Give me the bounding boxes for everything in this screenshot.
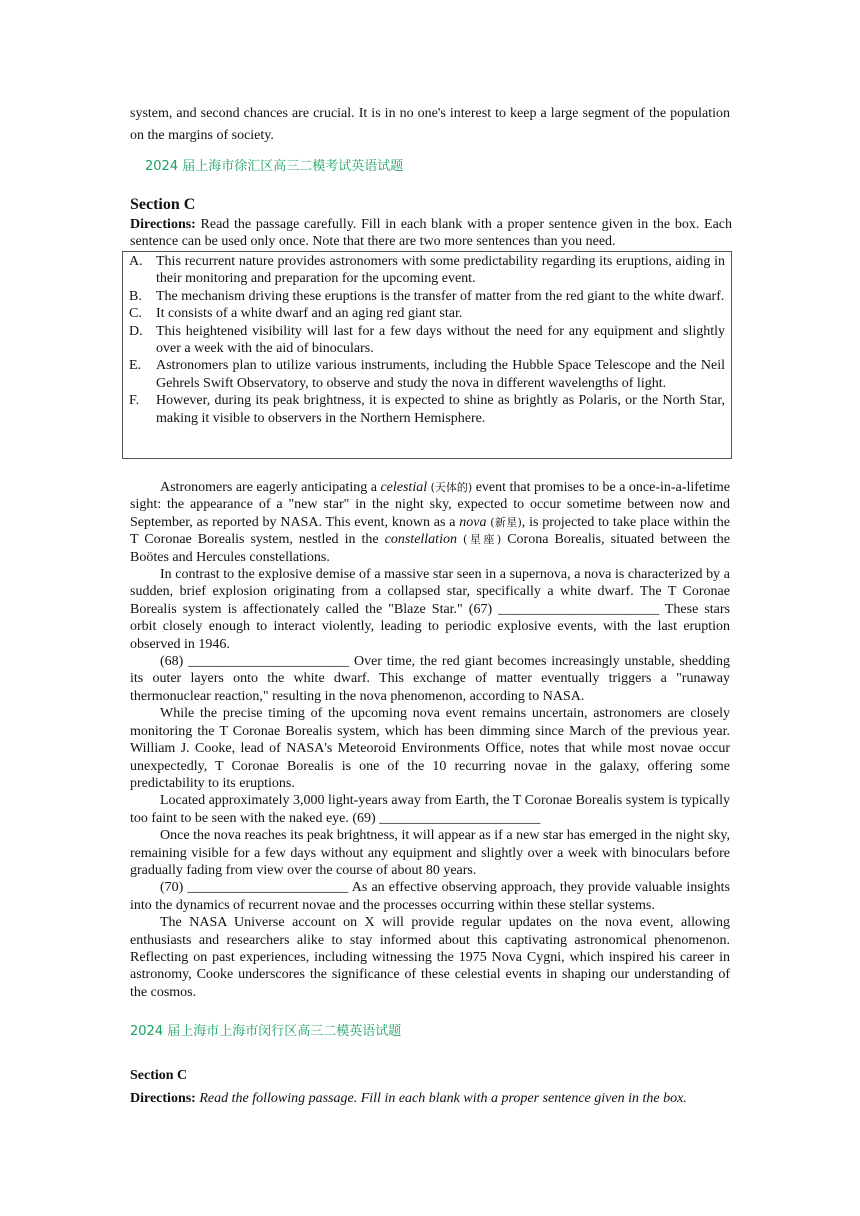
option-item: [129, 392, 725, 427]
passage-paragraph: (68) _______________________ Over time, the red giant becomes increasingly unstable, shedding its outer layers onto the white dwarf. This exchange of matter eventually triggers a "runaway thermonuclear reaction," resulting in the nova phenomenon, according to NASA.: [130, 654, 730, 704]
option-text: The mechanism driving these eruptions is the transfer of matter from the red giant to the white dwarf.: [156, 288, 725, 304]
directions-text: Read the following passage. Fill in each blank with a proper sentence given in the box.: [195, 1091, 687, 1106]
chinese-gloss: (天体的): [427, 481, 476, 494]
option-text: This recurrent nature provides astronomers with some predictability regarding its eruptions, aiding in their monitoring and preparation for the upcoming event.: [156, 254, 725, 287]
option-text: This heightened visibility will last for a few days without the need for any equipment and slightly over a week with the aid of binoculars.: [156, 323, 725, 357]
section-heading: Section C: [130, 1068, 188, 1083]
passage-paragraph: Located approximately 3,000 light-years away from Earth, the T Coronae Borealis system is typically too faint to be seen with the naked eye. (69) _______________________: [130, 793, 730, 826]
directions-text: Read the passage carefully. Fill in each blank with a proper sentence given in the box. Each sentence can be used only once. Note that there are two more sentences than you need.: [130, 217, 732, 250]
option-text: Astronomers plan to utilize various instruments, including the Hubble Space Telescope and the Neil Gehrels Swift Observatory, to observe and study the nova in different wavelengths of light.: [156, 358, 725, 391]
option-letter: E.: [129, 358, 142, 374]
text-run: , is projected to take place within the T Coronae Borealis system, nestled in the: [130, 514, 730, 548]
section-heading: Section C: [130, 196, 196, 213]
option-text: However, during its peak brightness, it is expected to shine as brightly as Polaris, or the North Star, making it visible to observers in the Northern Hemisphere.: [156, 393, 725, 426]
glossed-term: constellation: [384, 532, 457, 548]
option-letter: B.: [129, 288, 142, 304]
reading-passage: [130, 479, 730, 1001]
option-item: [129, 323, 725, 358]
passage-paragraph: While the precise timing of the upcoming nova event remains uncertain, astronomers are closely monitoring the T Coronae Borealis system, which has been dimming since March of the previous year. William J. Cooke, lead of NASA's Meteoroid Environments Office, notes that while most novae occur unexpectedly, T Coronae Borealis is one of the 10 recurring novae in the galaxy, offering some predictability to its eruptions.: [130, 706, 730, 791]
exam-source-title: 2024 届上海市上海市闵行区高三二模英语试题: [130, 1024, 402, 1039]
glossed-term: nova: [459, 514, 487, 530]
option-letter: C.: [129, 306, 142, 322]
passage-paragraph: In contrast to the explosive demise of a massive star seen in a supernova, a nova is characterized by a sudden, brief explosion originating from a collapsed star, specifically a white dwarf. The T Coronae Borealis system is affectionately called the "Blaze Star." (67) _______________________ These stars orbit closely enough to interact violently, leading to periodic explosive events, with the last eruption observed in 1946.: [130, 567, 730, 652]
directions-label: Directions:: [130, 1091, 196, 1106]
passage-paragraph: (70) _______________________ As an effective observing approach, they provide valuable insights into the dynamics of recurrent novae and the processes occurring within these stellar systems.: [130, 880, 730, 913]
option-letter: A.: [129, 254, 143, 269]
directions-label: Directions:: [130, 217, 196, 232]
text-run: Astronomers are eagerly anticipating a: [160, 480, 381, 495]
text-run: Corona Borealis, situated between the Boötes and Hercules constellations.: [130, 532, 730, 565]
option-item: [129, 357, 725, 392]
directions: [130, 216, 732, 251]
option-text: It consists of a white dwarf and an aging red giant star.: [156, 306, 463, 322]
directions: [130, 1090, 736, 1107]
option-item: [129, 288, 725, 305]
glossed-term: celestial: [380, 480, 428, 495]
passage-paragraph: Once the nova reaches its peak brightness, it will appear as if a new star has emerged in the night sky, remaining visible for a few days without any equipment and slightly over a week with binoculars before gradually fading from view over the course of about 80 years.: [130, 828, 730, 878]
passage-paragraph: [130, 479, 730, 566]
option-letter: F.: [129, 393, 140, 409]
option-item: [129, 305, 725, 322]
text-run: event that promises to be a once-in-a-lifetime sight: the appearance of a "new star" in the night sky, expected to occur sometime between now and September, as reported by NASA. This event, known as a: [130, 480, 730, 530]
option-item: [129, 253, 725, 288]
intro-paragraph: system, and second chances are crucial. It is in no one's interest to keep a large segment of the population on the margins of society.: [130, 106, 730, 143]
options-box: [122, 251, 732, 459]
option-letter: D.: [129, 323, 143, 339]
chinese-gloss: (星座): [456, 533, 508, 547]
chinese-gloss: (新星): [486, 515, 522, 529]
exam-source-title: 2024 届上海市徐汇区高三二模考试英语试题: [145, 159, 404, 174]
passage-paragraph: The NASA Universe account on X will provide regular updates on the nova event, allowing enthusiasts and researchers alike to stay informed about this captivating astronomical phenomenon. Reflecting on past experiences, including witnessing the 1975 Nova Cygni, which inspired his career in astronomy, Cooke underscores the significance of these celestial events in shaping our understanding of the cosmos.: [130, 915, 730, 1000]
